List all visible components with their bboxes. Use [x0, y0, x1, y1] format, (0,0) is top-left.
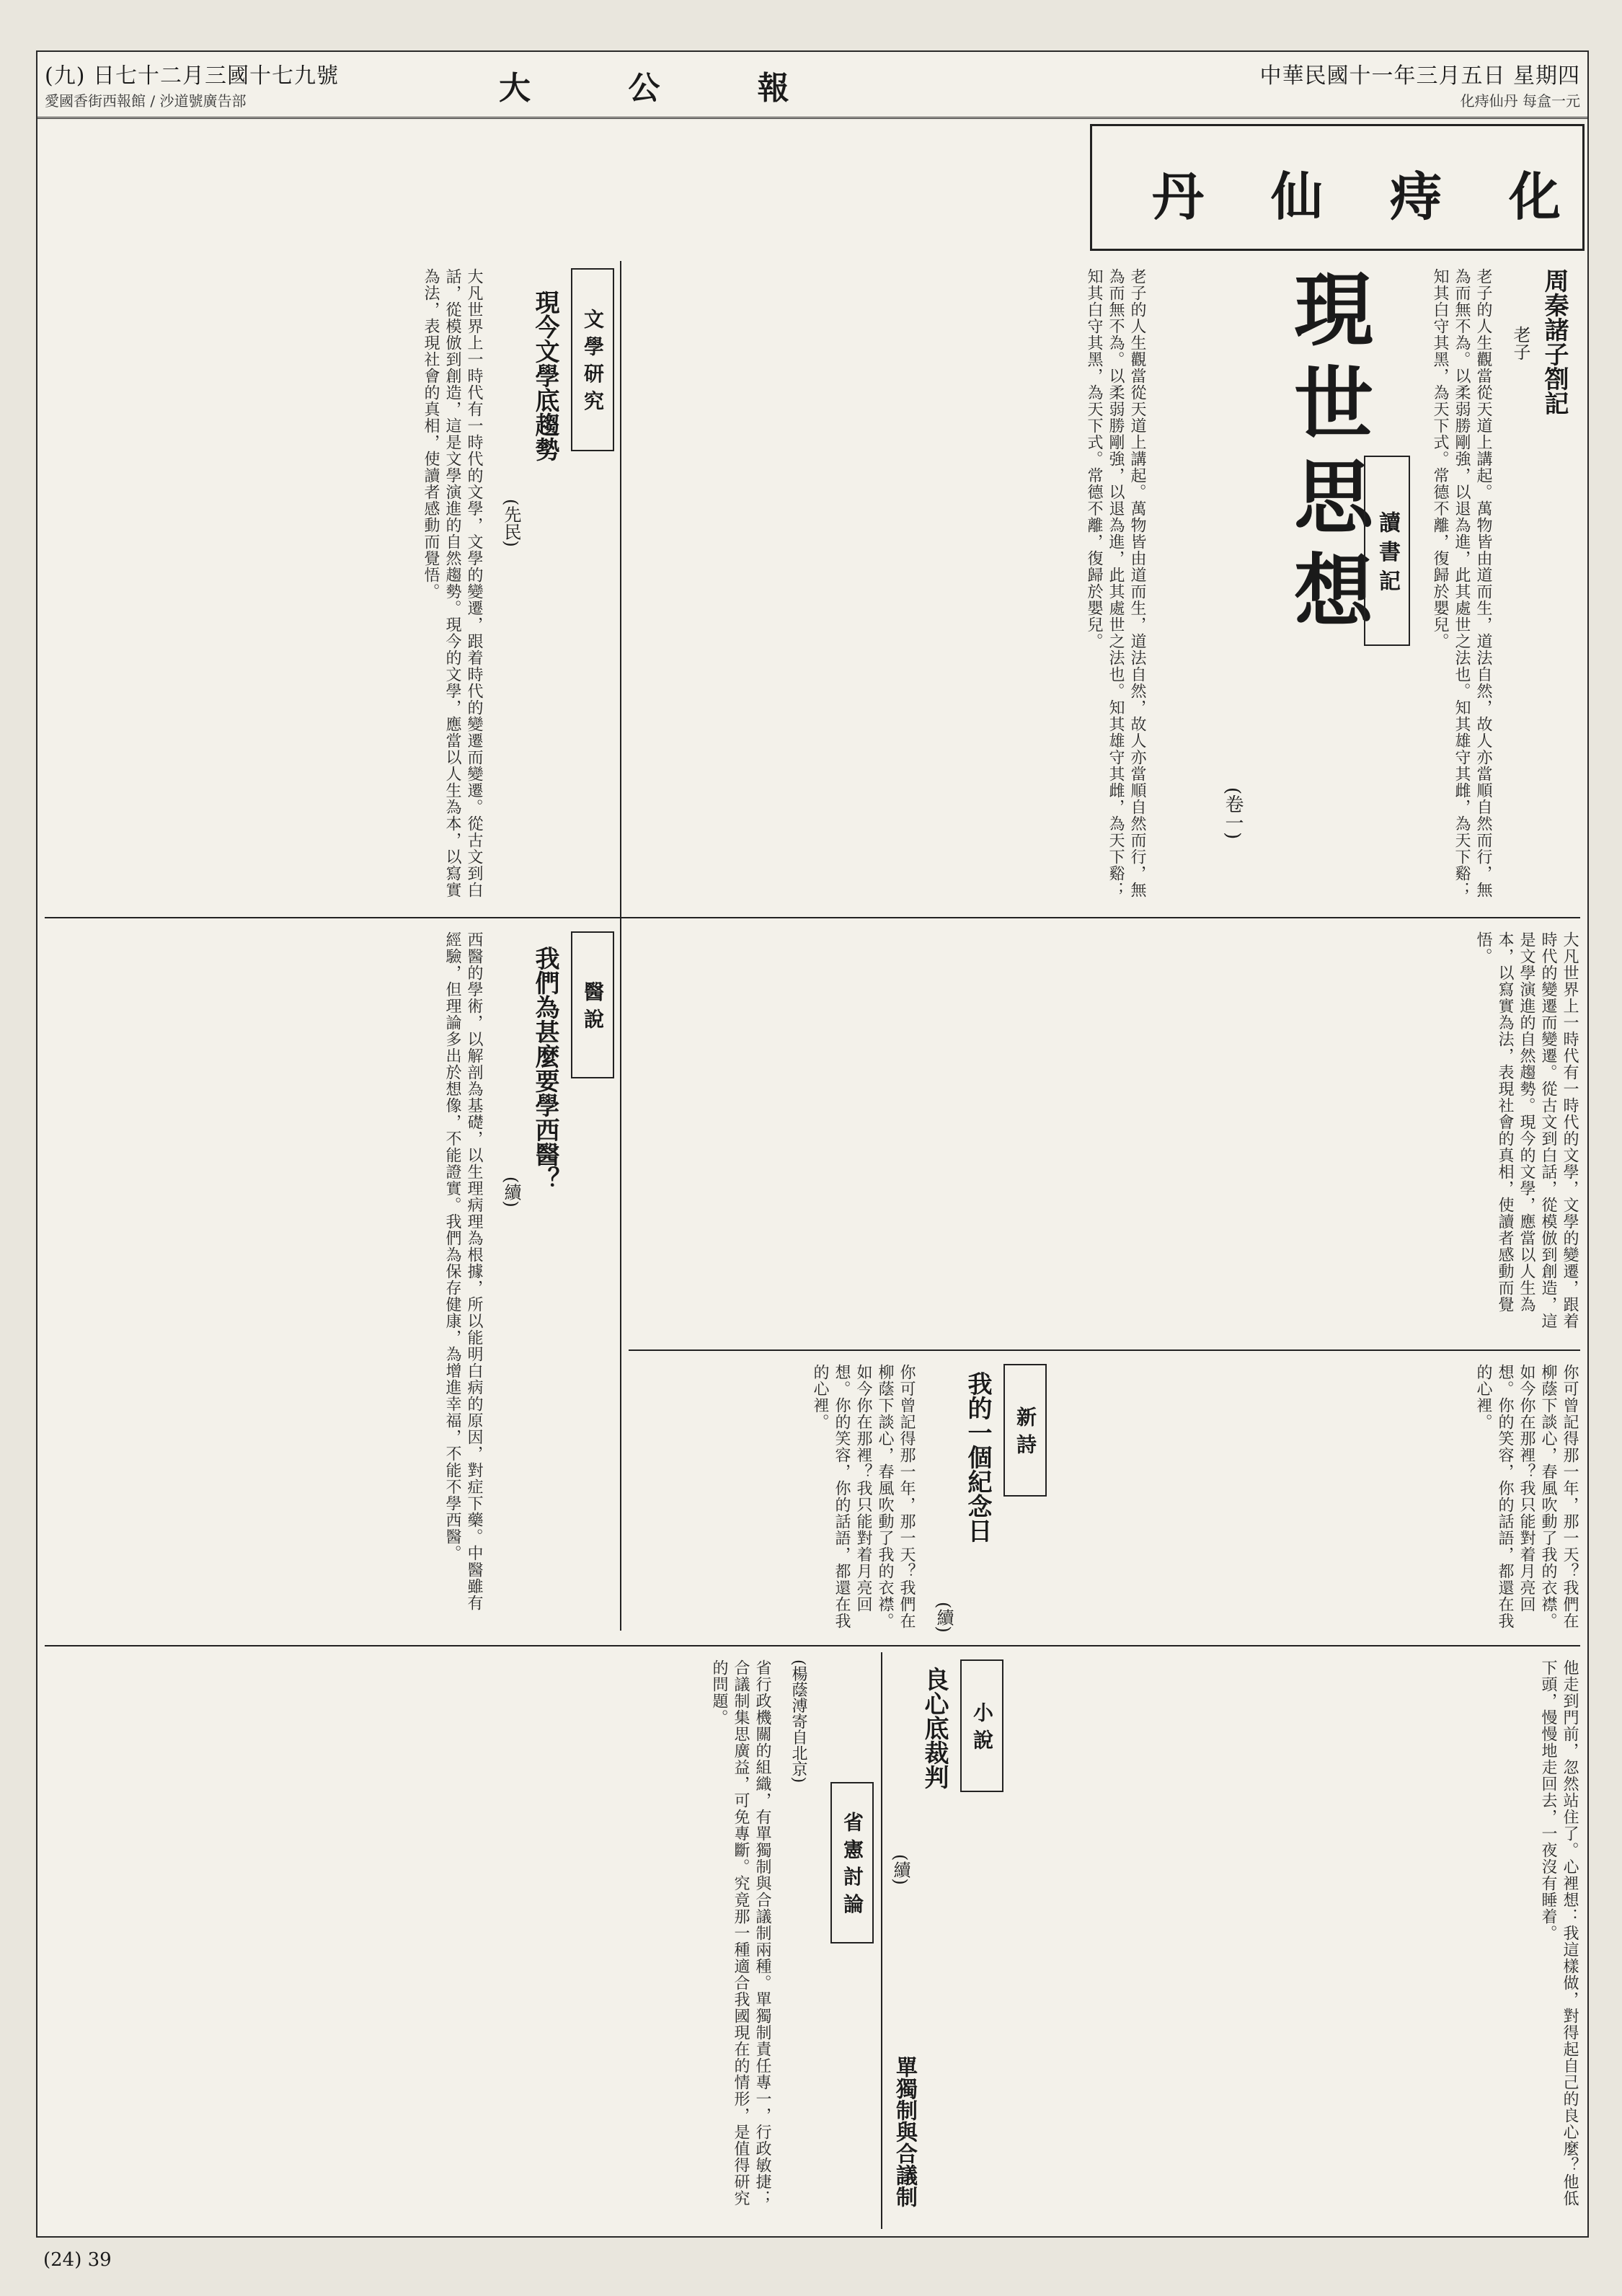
column-label-literature: 文 學 研 究 [571, 268, 614, 451]
article-heading-medicine: 我們為甚麼要學西醫？ [531, 946, 559, 1191]
divider [629, 1349, 1580, 1351]
section-series: (卷一) [1222, 787, 1244, 840]
column-label-medicine: 醫 說 [571, 931, 614, 1078]
masthead-date-right: 中華民國十一年三月五日 星期四 [1259, 63, 1580, 89]
article-body-medicine: 西醫的學術，以解剖為基礎，以生理病理為根據，所以能明白病的原因，對症下藥。中醫雖有經驗，但理論多出於想像，不能證實。我們為保存健康，為增進幸福，不能不學西醫。 [443, 931, 483, 1611]
divider [45, 1645, 1580, 1646]
page-number: (24) 39 [43, 2249, 112, 2271]
article-body-poem-continued: 你可曾記得那一年，那一天？我們在柳蔭下談心，春風吹動了我的衣襟。如今你在那裡？我只能對着月亮回想。你的笑容，你的話語，都還在我的心裡。 [1474, 1364, 1579, 1629]
column-label-poem: 新 詩 [1003, 1364, 1047, 1497]
banner-char: 丹 [1151, 166, 1204, 227]
article-body-literature: 大凡世界上一時代有一時代的文學，文學的變遷，跟着時代的變遷而變遷。從古文到白話，從模倣到創造，這是文學演進的自然趨勢。現今的文學，應當以人生為本，以寫實為法，表現社會的真相，使讀者感動而覺悟。 [422, 268, 483, 898]
column-label-province: 省 憲 討 論 [830, 1782, 874, 1943]
article-body-poem: 你可曾記得那一年，那一天？我們在柳蔭下談心，春風吹動了我的衣襟。如今你在那裡？我只能對着月亮回想。你的笑容，你的話語，都還在我的心裡。 [811, 1364, 916, 1629]
masthead [37, 52, 1587, 119]
section-title: 現世思想 [1281, 268, 1374, 643]
column-label-reading-notes: 讀 書 記 [1364, 456, 1410, 646]
banner-char: 化 [1508, 166, 1561, 227]
article-subheading-laozi: 老子 [1510, 326, 1530, 360]
article-heading-poem: 我的一個紀念日 [963, 1371, 992, 1543]
banner-char: 仙 [1270, 166, 1323, 227]
article-body-laozi: 老子的人生觀當從天道上講起。萬物皆由道而生，道法自然，故人亦當順自然而行，無為而無不為。以柔弱勝剛強，以退為進，此其處世之法也。知其雄守其雌，為天下谿；知其白守其黑，為天下式。常德不離，復歸於嬰兒。 [1431, 268, 1492, 898]
banner-char: 痔 [1389, 166, 1442, 227]
column-rule [620, 261, 621, 1631]
article-author-novel: (續) [890, 1854, 910, 1885]
divider [45, 917, 1580, 918]
masthead-advert-right: 化痔仙丹 每盒一元 [1460, 92, 1580, 110]
article-author-literature: (先民) [501, 499, 521, 547]
masthead-date-left: (九) 日七十二月三國十七九號 [45, 63, 339, 89]
article-body-middle-right: 大凡世界上一時代有一時代的文學，文學的變遷，跟着時代的變遷而變遷。從古文到白話，從模倣到創造，這是文學演進的自然趨勢。現今的文學，應當以人生為本，以寫實為法，表現社會的真相，使讀者感動而覺悟。 [1474, 931, 1579, 1329]
banner-advert [1090, 124, 1585, 251]
column-rule [881, 1652, 882, 2229]
article-author-medicine: (續) [501, 1176, 521, 1207]
column-label-novel: 小 說 [960, 1659, 1003, 1792]
article-body-laozi-continued: 老子的人生觀當從天道上講起。萬物皆由道而生，道法自然，故人亦當順自然而行，無為而無不為。以柔弱勝剛強，以退為進，此其處世之法也。知其雄守其雌，為天下谿；知其白守其黑，為天下式。常德不離，復歸於嬰兒。 [1085, 268, 1146, 898]
article-heading-novel: 良心底裁判 [920, 1667, 949, 1789]
article-heading-literature: 現今文學底趨勢 [531, 290, 559, 461]
article-author-poem: (續) [934, 1602, 954, 1633]
article-heading-laozi: 周秦諸子劄記 [1540, 268, 1569, 415]
article-author-province: (楊蔭溥寄自北京) [789, 1659, 807, 1783]
article-body-province: 省行政機關的組織，有單獨制與合議制兩種。單獨制責任專一，行政敏捷；合議制集思廣益，可免專斷。究竟那一種適合我國現在的情形，是值得研究的問題。 [710, 1659, 771, 2207]
article-heading-province: 單獨制與合議制 [892, 2056, 917, 2207]
article-body-novel: 他走到門前，忽然站住了。心裡想：我這樣做，對得起自己的良心麼？他低下頭，慢慢地走回去，一夜沒有睡着。 [1539, 1659, 1579, 2207]
newspaper-page [36, 50, 1589, 2238]
masthead-advert-left: 愛國香街西報館 / 沙道號廣告部 [45, 92, 247, 110]
newspaper-title: 大 公 報 [499, 70, 833, 107]
